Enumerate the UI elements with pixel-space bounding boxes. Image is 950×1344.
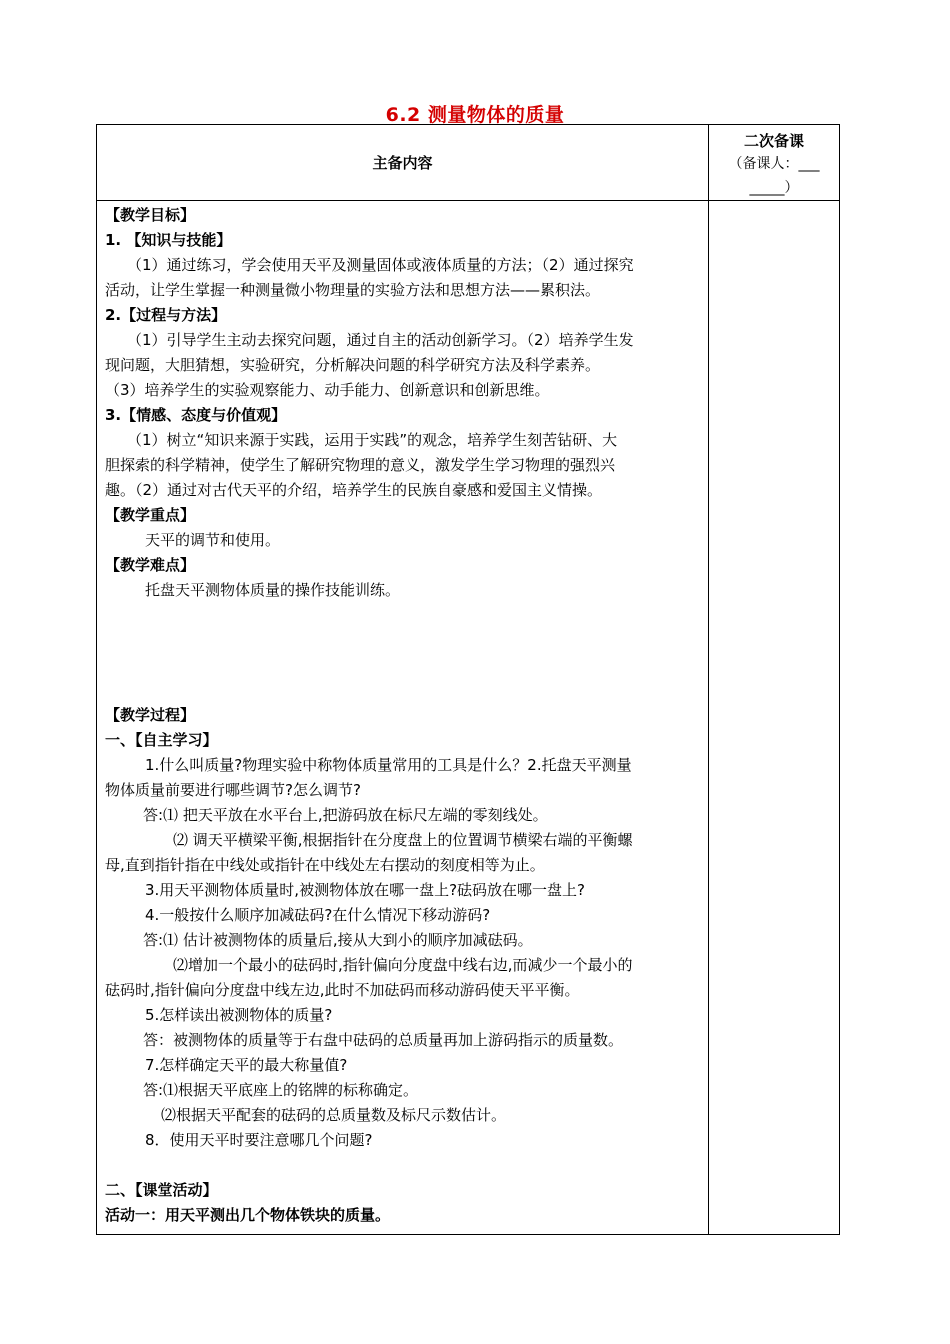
paragraph-line: 托盘天平测物体质量的操作技能训练。 bbox=[145, 581, 401, 599]
main-content-body bbox=[105, 203, 703, 1228]
subheading-self-study: 一、【自主学习】 bbox=[105, 731, 218, 749]
answer-line: ⑵根据天平配套的砝码的总质量数及标尺示数估计。 bbox=[161, 1106, 507, 1124]
paragraph-line: （1）通过练习，学会使用天平及测量固体或液体质量的方法；（2）通过探究 bbox=[127, 256, 634, 274]
subheading-process-methods: 2.【过程与方法】 bbox=[105, 306, 227, 324]
section-heading-process: 【教学过程】 bbox=[105, 706, 196, 724]
secondary-prep-header bbox=[709, 125, 839, 200]
answer-line: 砝码时,指针偏向分度盘中线左边,此时不加砝码而移动游码使天平平衡。 bbox=[105, 981, 580, 999]
paragraph-line: （1）树立“知识来源于实践，运用于实践”的观念，培养学生刻苦钻研、大 bbox=[127, 431, 618, 449]
paragraph-line: 天平的调节和使用。 bbox=[145, 531, 281, 549]
section-heading-difficulties: 【教学难点】 bbox=[105, 556, 196, 574]
answer-line: 答:⑴ 把天平放在水平台上,把游码放在标尺左端的零刻线处。 bbox=[143, 806, 548, 824]
main-content-header: 主备内容 bbox=[372, 154, 433, 172]
answer-line: 答：被测物体的质量等于右盘中砝码的总质量再加上游码指示的质量数。 bbox=[143, 1031, 624, 1049]
answer-line: 答:⑴ 估计被测物体的质量后,接从大到小的顺序加减砝码。 bbox=[143, 931, 533, 949]
paragraph-line: 趣。（2）通过对古代天平的介绍，培养学生的民族自豪感和爱国主义情操。 bbox=[105, 481, 603, 499]
section-heading-key-points: 【教学重点】 bbox=[105, 506, 196, 524]
answer-line: 母,直到指针指在中线处或指针在中线处左右摆动的刻度相等为止。 bbox=[105, 856, 545, 874]
answer-line: ⑵增加一个最小的砝码时,指针偏向分度盘中线右边,而减少一个最小的 bbox=[173, 956, 633, 974]
answer-line: ⑵ 调天平横梁平衡,根据指针在分度盘上的位置调节横梁右端的平衡螺 bbox=[173, 831, 633, 849]
question-line: 5.怎样读出被测物体的质量? bbox=[145, 1006, 333, 1024]
page-title: 6.2 测量物体的质量 bbox=[385, 104, 565, 126]
lesson-plan-table bbox=[96, 124, 840, 1235]
paragraph-line: 胆探索的科学精神，使学生了解研究物理的意义，激发学生学习物理的强烈兴 bbox=[105, 456, 616, 474]
paragraph-line: （3）培养学生的实验观察能力、动手能力、创新意识和创新思维。 bbox=[105, 381, 550, 399]
question-line: 8．使用天平时要注意哪几个问题? bbox=[145, 1131, 373, 1149]
column-divider bbox=[708, 125, 709, 1234]
paragraph-line: 活动，让学生掌握一种测量微小物理量的实验方法和思想方法——累积法。 bbox=[105, 281, 601, 299]
header-row-divider bbox=[97, 200, 839, 201]
subheading-attitudes-values: 3.【情感、态度与价值观】 bbox=[105, 406, 287, 424]
subheading-knowledge-skills: 1. 【知识与技能】 bbox=[105, 231, 232, 249]
question-line: 7.怎样确定天平的最大称量值? bbox=[145, 1056, 348, 1074]
paragraph-line: 现问题，大胆猜想，实验研究，分析解决问题的科学研究方法及科学素养。 bbox=[105, 356, 601, 374]
question-line: 物体质量前要进行哪些调节?怎么调节? bbox=[105, 781, 361, 799]
preparer-blank: _____） bbox=[749, 180, 799, 196]
question-line: 4.一般按什么顺序加减砝码?在什么情况下移动游码? bbox=[145, 906, 491, 924]
answer-line: 答:⑴根据天平底座上的铭牌的标称确定。 bbox=[143, 1081, 419, 1099]
question-line: 3.用天平测物体质量时,被测物体放在哪一盘上?砝码放在哪一盘上? bbox=[145, 881, 586, 899]
paragraph-line: （1）引导学生主动去探究问题，通过自主的活动创新学习。（2）培养学生发 bbox=[127, 331, 634, 349]
section-heading-objectives: 【教学目标】 bbox=[105, 206, 196, 224]
activity-one: 活动一：用天平测出几个物体铁块的质量。 bbox=[105, 1206, 391, 1224]
question-line: 1.什么叫质量?物理实验中称物体质量常用的工具是什么？2.托盘天平测量 bbox=[145, 756, 632, 774]
secondary-prep-title: 二次备课 bbox=[743, 132, 804, 150]
subheading-class-activity: 二、【课堂活动】 bbox=[105, 1181, 218, 1199]
preparer-label: （备课人：___ bbox=[728, 156, 820, 172]
